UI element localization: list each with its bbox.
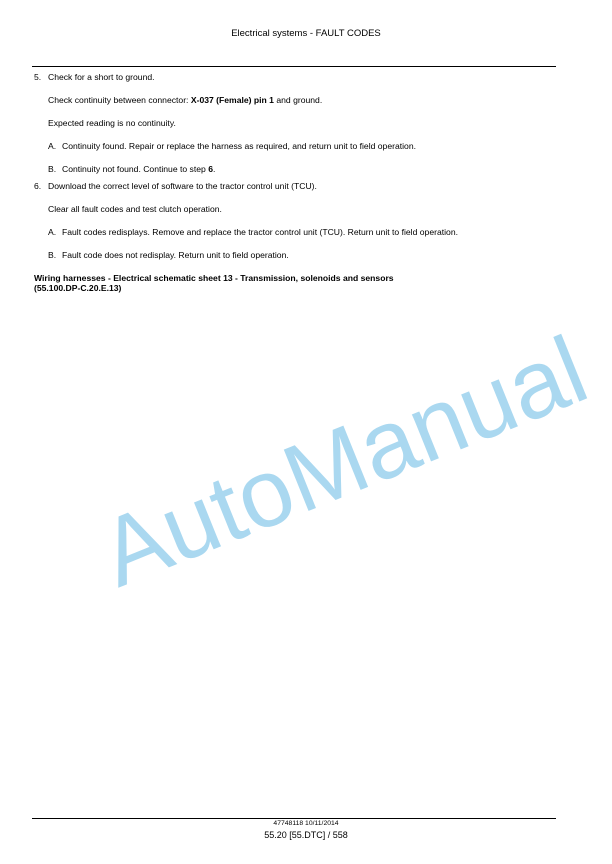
option-letter: B. <box>48 164 57 174</box>
watermark-text: AutoManual <box>85 316 602 608</box>
step-link[interactable]: 6 <box>208 164 213 174</box>
step-number: 6. <box>34 181 42 191</box>
reference-link[interactable] <box>34 273 554 293</box>
result-option-b <box>48 164 554 175</box>
option-letter: A. <box>48 141 57 151</box>
step-title: Check for a short to ground. <box>48 72 155 82</box>
watermark-graphic <box>60 300 602 608</box>
result-option-a <box>48 141 554 152</box>
document-body <box>34 72 554 293</box>
reference-line-2: (55.100.DP-C.20.E.13) <box>34 283 122 293</box>
option-text: Continuity not found. Continue to step <box>62 164 209 174</box>
instruction-text-end: and ground. <box>273 95 323 105</box>
instruction-text: Check continuity between connector: <box>48 95 191 105</box>
option-text: Fault code does not redisplay. Return unit to field operation. <box>62 250 289 260</box>
option-letter: B. <box>48 250 57 260</box>
step-instruction: Clear all fault codes and test clutch operation. <box>48 204 222 214</box>
step-number: 5. <box>34 72 42 82</box>
watermark <box>60 300 602 608</box>
result-option-a <box>48 227 554 238</box>
option-letter: A. <box>48 227 57 237</box>
option-text: Continuity found. Repair or replace the harness as required, and return unit to field operation. <box>62 141 416 151</box>
footer-doc-info: 47748118 10/11/2014 <box>273 820 339 827</box>
header-divider <box>32 66 556 67</box>
page-header-title: Electrical systems - FAULT CODES <box>231 28 381 39</box>
option-text-end: . <box>212 164 216 174</box>
step-instruction <box>48 95 554 106</box>
step-title: Download the correct level of software to the tractor control unit (TCU). <box>48 181 317 191</box>
reference-line-1: Wiring harnesses - Electrical schematic sheet 13 - Transmission, solenoids and sensors <box>34 273 394 283</box>
footer-divider <box>32 818 556 819</box>
option-text: Fault codes redisplays. Remove and replace the tractor control unit (TCU). Return unit to field operation. <box>62 227 458 237</box>
expected-reading: Expected reading is no continuity. <box>48 118 176 128</box>
step-6 <box>34 181 554 261</box>
footer-page-reference: 55.20 [55.DTC] / 558 <box>264 830 348 840</box>
connector-reference: X-037 (Female) pin 1 <box>190 95 274 105</box>
step-5 <box>34 72 554 175</box>
result-option-b <box>48 250 554 261</box>
